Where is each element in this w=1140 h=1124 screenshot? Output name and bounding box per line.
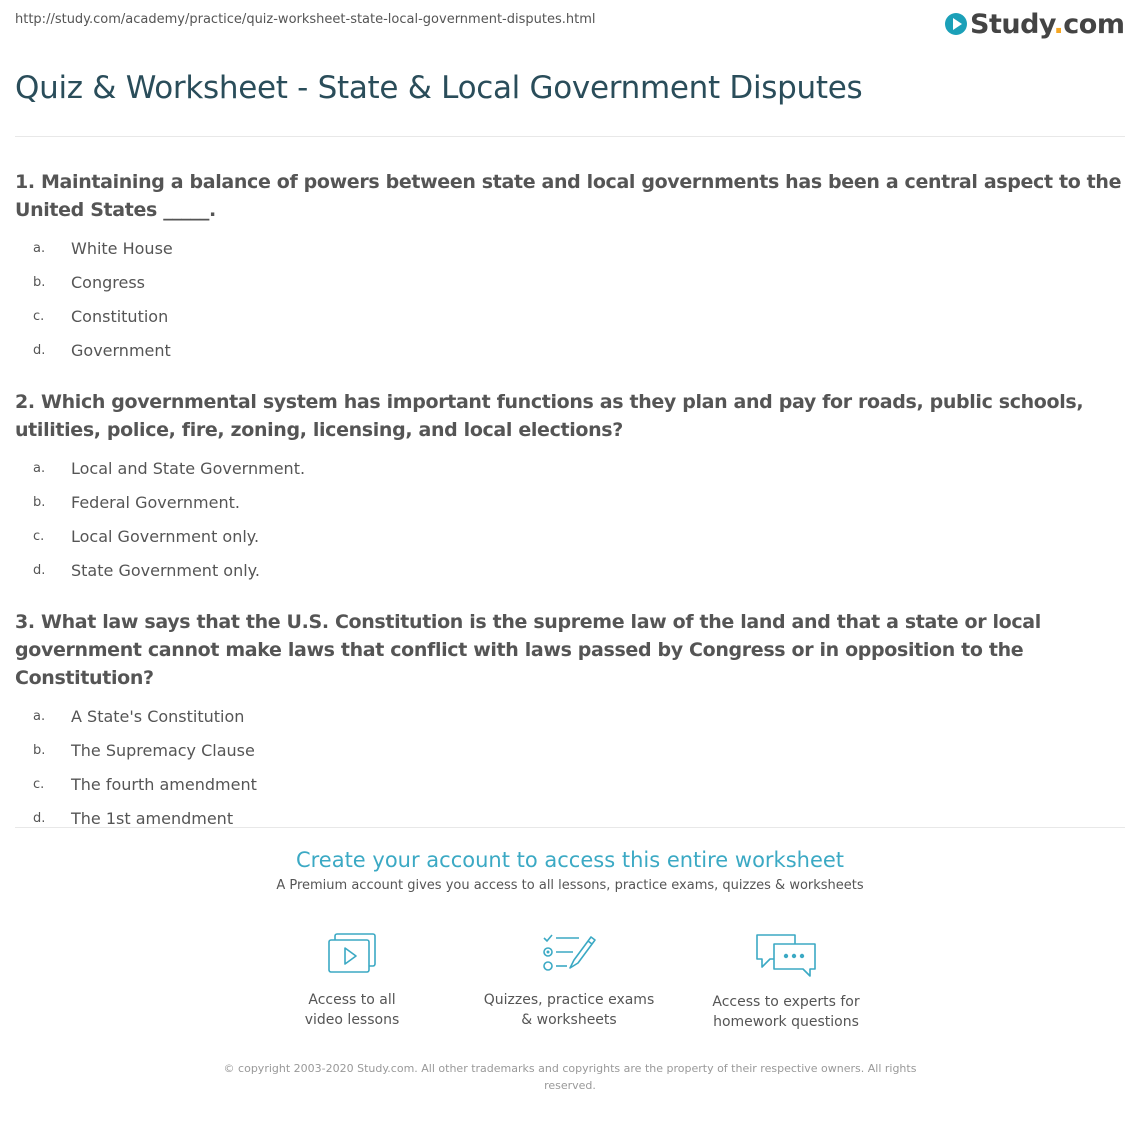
- question-2: [15, 388, 1127, 587]
- signup-cta: [0, 848, 1140, 893]
- feature-video-lessons: [257, 932, 447, 1030]
- question-3: [15, 608, 1127, 835]
- page-title: Quiz & Worksheet - State & Local Government Disputes: [15, 70, 863, 106]
- option-text: The 1st amendment: [71, 808, 234, 828]
- option-text: Congress: [71, 272, 145, 292]
- answer-option[interactable]: [15, 519, 1127, 553]
- answer-option[interactable]: [15, 451, 1127, 485]
- option-letter: a.: [33, 240, 46, 256]
- answer-option[interactable]: [15, 767, 1127, 801]
- answer-option[interactable]: [15, 699, 1127, 733]
- feature-line: Access to all: [308, 992, 396, 1008]
- logo-text: [970, 9, 1125, 40]
- answer-option[interactable]: [15, 733, 1127, 767]
- option-text: The fourth amendment: [71, 774, 257, 794]
- option-text: Government: [71, 340, 171, 360]
- question-1: [15, 168, 1127, 367]
- copyright-text: © copyright 2003-2020 Study.com. All other trademarks and copyrights are the property of their respective owners. All rights reserved.: [223, 1062, 917, 1092]
- video-lesson-icon: [326, 932, 378, 976]
- option-letter: c.: [33, 776, 45, 792]
- feature-line: & worksheets: [521, 1012, 617, 1028]
- quiz-checklist-icon: [541, 932, 597, 976]
- option-letter: b.: [33, 274, 46, 290]
- option-text: A State's Constitution: [71, 706, 245, 726]
- page-url: http://study.com/academy/practice/quiz-worksheet-state-local-government-disputes.html: [15, 12, 596, 27]
- feature-experts: [691, 932, 881, 1032]
- logo-dot: .: [1053, 8, 1064, 40]
- divider: [15, 136, 1125, 137]
- option-letter: d.: [33, 342, 46, 358]
- option-letter: b.: [33, 494, 46, 510]
- answer-option[interactable]: [15, 801, 1127, 835]
- feature-quizzes: [474, 932, 664, 1030]
- feature-line: Access to experts for: [712, 994, 860, 1010]
- answer-option[interactable]: [15, 299, 1127, 333]
- answer-option[interactable]: [15, 553, 1127, 587]
- option-text: Local Government only.: [71, 526, 260, 546]
- option-letter: b.: [33, 742, 46, 758]
- logo-name: Study: [970, 8, 1054, 40]
- option-text: White House: [71, 238, 173, 258]
- option-text: The Supremacy Clause: [71, 740, 255, 760]
- cta-subtitle: A Premium account gives you access to all lessons, practice exams, quizzes & worksheets: [276, 878, 864, 893]
- option-letter: a.: [33, 708, 46, 724]
- answer-option[interactable]: [15, 265, 1127, 299]
- answer-option[interactable]: [15, 333, 1127, 367]
- study-logo[interactable]: [945, 6, 1125, 42]
- option-text: State Government only.: [71, 560, 260, 580]
- option-letter: d.: [33, 562, 46, 578]
- feature-line: video lessons: [304, 1012, 400, 1028]
- play-logo-icon: [945, 13, 967, 35]
- logo-suffix: com: [1063, 8, 1125, 40]
- option-text: Constitution: [71, 306, 169, 326]
- question-text: 3. What law says that the U.S. Constitution is the supreme law of the land and that a state or local government cannot make laws that conflict with laws passed by Congress or in opposition to the Constitution?: [15, 611, 1041, 689]
- feature-line: Quizzes, practice exams: [483, 992, 655, 1008]
- divider: [15, 827, 1125, 828]
- option-letter: d.: [33, 810, 46, 826]
- answer-option[interactable]: [15, 231, 1127, 265]
- answer-option[interactable]: [15, 485, 1127, 519]
- feature-line: homework questions: [713, 1014, 859, 1030]
- option-letter: a.: [33, 460, 46, 476]
- question-text: 2. Which governmental system has important functions as they plan and pay for roads, public schools, utilities, police, fire, zoning, licensing, and local elections?: [15, 391, 1084, 441]
- option-letter: c.: [33, 308, 45, 324]
- create-account-link[interactable]: Create your account to access this entire worksheet: [295, 848, 845, 872]
- option-letter: c.: [33, 528, 45, 544]
- option-text: Federal Government.: [71, 492, 240, 512]
- chat-bubbles-icon: [754, 932, 818, 978]
- question-text: 1. Maintaining a balance of powers between state and local governments has been a central aspect to the United States _____.: [15, 171, 1122, 221]
- option-text: Local and State Government.: [71, 458, 306, 478]
